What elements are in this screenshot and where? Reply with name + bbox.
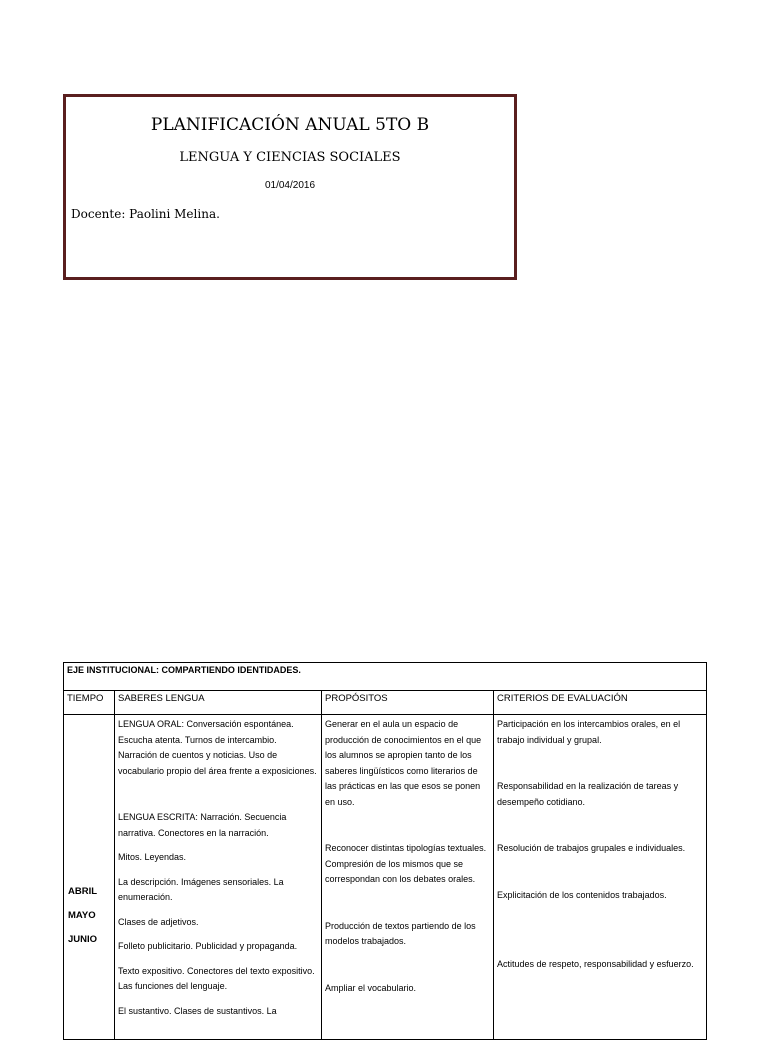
teacher-name: Docente: Paolini Melina. (71, 207, 220, 221)
proposito-item: Producción de textos partiendo de los modelos trabajados. (325, 920, 476, 946)
criterio-item: Actitudes de respeto, responsabilidad y esfuerzo. (497, 959, 694, 969)
criterio-item: Resolución de trabajos grupales e individuales. (497, 843, 686, 853)
column-header-criterios: CRITERIOS DE EVALUACIÓN (494, 691, 707, 715)
saber-item: LENGUA ORAL: Conversación espontánea. Escucha atenta. Turnos de intercambio. Narración de cuentos y noticias. Uso de vocabulario propio del área frente a exposiciones. (118, 719, 317, 776)
proposito-item: Ampliar el vocabulario. (325, 982, 417, 993)
column-header-saberes: SABERES LENGUA (115, 691, 322, 715)
title-box (63, 94, 517, 280)
criterio-item: Explicitación de los contenidos trabajados. (497, 889, 667, 900)
criterio-item: Participación en los intercambios orales, en el trabajo individual y grupal. (497, 719, 681, 745)
month-abril: ABRIL (68, 886, 98, 897)
eje-institucional: EJE INSTITUCIONAL: COMPARTIENDO IDENTIDADES. (64, 663, 707, 691)
criterio-item: Responsabilidad en la realización de tareas y desempeño cotidiano. (497, 781, 679, 807)
proposito-item: Reconocer distintas tipologías textuales. Compresión de los mismos que se correspondan con los debates orales. (325, 843, 487, 884)
column-header-propositos: PROPÓSITOS (322, 691, 494, 715)
proposito-item: Generar en el aula un espacio de producción de conocimientos en el que los alumnos se apropien tanto de los saberes lingüísticos como literarios de las prácticas en las que esos se ponen en uso. (325, 719, 482, 807)
saber-item: Texto expositivo. Conectores del texto expositivo. Las funciones del lenguaje. (118, 965, 315, 991)
document-title: PLANIFICACIÓN ANUAL 5TO B (150, 115, 430, 135)
document-subtitle: LENGUA Y CIENCIAS SOCIALES (179, 150, 401, 165)
saber-item: La descripción. Imágenes sensoriales. La enumeración. (118, 876, 284, 902)
saber-item: Folleto publicitario. Publicidad y propaganda. (118, 941, 298, 951)
saber-item: Clases de adjetivos. (118, 916, 199, 927)
document-date: 01/04/2016 (264, 180, 316, 191)
column-header-tiempo: TIEMPO (64, 691, 115, 715)
months-list (68, 880, 97, 952)
planning-table (63, 662, 707, 1040)
propositos-cell (322, 715, 494, 1040)
month-junio: JUNIO (68, 934, 98, 945)
saber-item: Mitos. Leyendas. (118, 852, 187, 862)
saber-item: LENGUA ESCRITA: Narración. Secuencia narrativa. Conectores en la narración. (118, 812, 287, 838)
criterios-cell (494, 715, 707, 1040)
month-mayo: MAYO (68, 910, 96, 921)
tiempo-cell (64, 715, 115, 1040)
saber-item: El sustantivo. Clases de sustantivos. La (118, 1005, 277, 1016)
saberes-cell (115, 715, 322, 1040)
